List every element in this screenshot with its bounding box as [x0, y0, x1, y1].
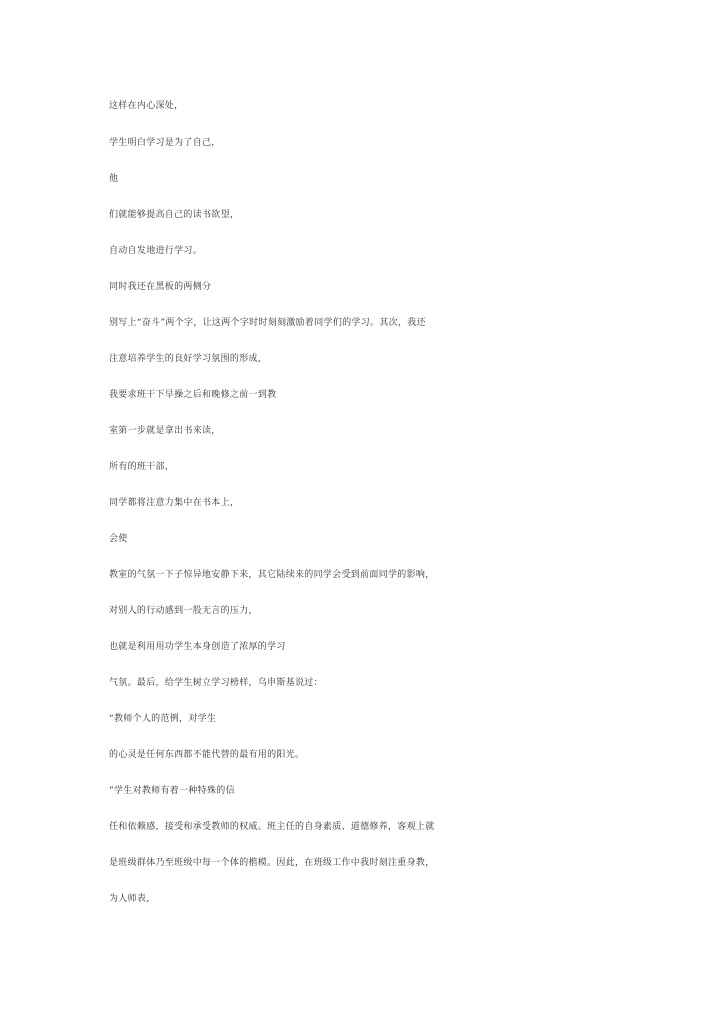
text-line: ”学生对教师有着一种特殊的信: [109, 786, 235, 796]
text-line: 会使: [109, 534, 128, 544]
text-line: 对别人的行动感到一股无言的压力，: [109, 606, 258, 616]
text-line: 任和依赖感，接受和承受教师的权威。班主任的自身素质、道德修养，客观上就: [109, 822, 435, 832]
text-line: 所有的班干部，: [109, 462, 175, 472]
text-line: 教室的气氛一下子惊异地安静下来，其它陆续来的同学会受到前面同学的影响，: [109, 570, 435, 580]
text-line: 们就能够提高自己的读书欲望，: [109, 210, 240, 220]
text-line: 的心灵是任何东西都不能代替的最有用的阳光。: [109, 750, 305, 760]
text-line: 同时我还在黑板的两侧分: [109, 282, 212, 292]
text-line: 同学都将注意力集中在书本上，: [109, 498, 240, 508]
text-line: 是班级群体乃至班级中每一个体的楷模。因此，在班级工作中我时刻注重身教，: [109, 858, 435, 868]
text-line: 也就是利用用功学生本身创造了浓厚的学习: [109, 642, 286, 652]
text-line: 我要求班干下早操之后和晚修之前一到教: [109, 390, 277, 400]
text-line: 他: [109, 174, 119, 184]
text-line: “教师个人的范例，对学生: [109, 714, 217, 724]
text-line: 注意培养学生的良好学习氛围的形成，: [109, 354, 268, 364]
text-line: 别写上“奋斗”两个字，让这两个字时时刻刻激励着同学们的学习。其次，我还: [109, 318, 426, 328]
text-line: 这样在内心深处，: [109, 101, 184, 111]
text-line: 学生明白学习是为了自己，: [109, 138, 221, 148]
text-line: 气氛。最后，给学生树立学习榜样，乌申斯基说过：: [109, 678, 323, 688]
text-line: 为人师表，: [109, 894, 156, 904]
text-line: 室第一步就是拿出书来读，: [109, 426, 221, 436]
text-line: 自动自发地进行学习。: [109, 246, 203, 256]
